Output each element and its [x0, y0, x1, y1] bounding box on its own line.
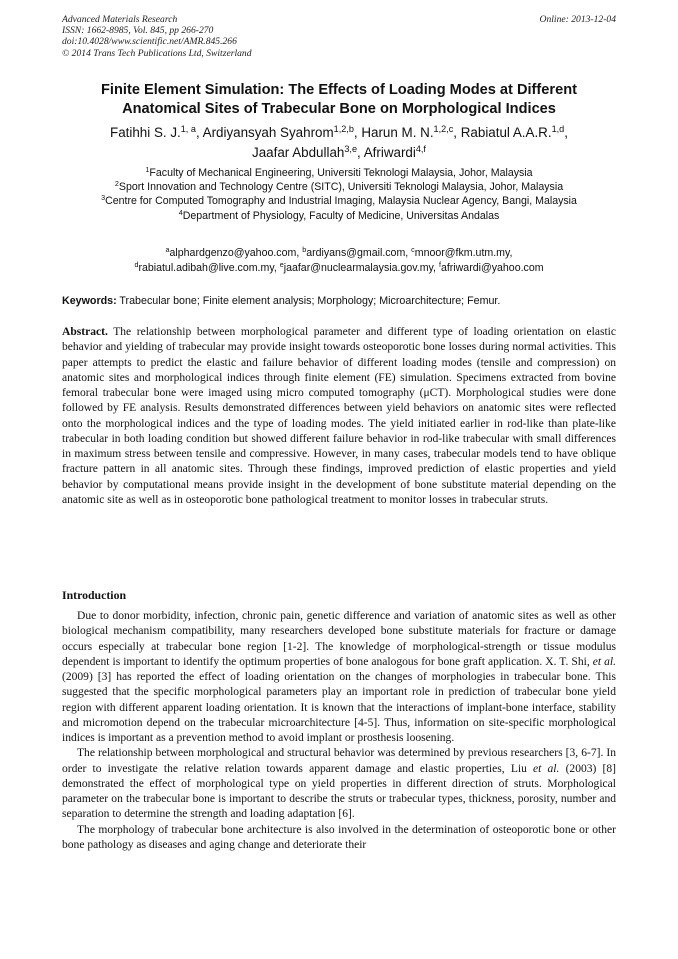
- doi-line: doi:10.4028/www.scientific.net/AMR.845.266: [62, 36, 237, 48]
- email-address: afriwardi@yahoo.com: [440, 262, 544, 275]
- affiliation-number: 1: [145, 165, 150, 175]
- email-address: jaafar@nuclearmalaysia.gov.my: [283, 262, 434, 275]
- italic-et-al: et al.: [533, 762, 560, 775]
- title-line: Anatomical Sites of Trabecular Bone on Morphological Indices: [122, 100, 556, 117]
- italic-et-al: et al.: [592, 655, 616, 668]
- email-marker: e: [279, 260, 284, 270]
- author-separator: ,: [195, 125, 203, 140]
- journal-header: [62, 14, 616, 59]
- email-separator: ,: [405, 247, 412, 259]
- email-marker: f: [438, 260, 441, 270]
- email-list: [62, 246, 616, 276]
- affiliation-number: 4: [178, 207, 183, 217]
- email-separator: ,: [509, 247, 513, 259]
- email-marker: a: [165, 245, 170, 255]
- affiliation: [62, 180, 616, 194]
- copyright-line: © 2014 Trans Tech Publications Ltd, Switzerland: [62, 47, 252, 59]
- author-name: Rabiatul A.A.R.: [460, 125, 552, 140]
- email-marker: c: [411, 245, 415, 255]
- author-separator: ,: [353, 125, 362, 140]
- email-address: rabiatul.adibah@live.com.my: [138, 262, 274, 275]
- journal-name: Advanced Materials Research: [62, 14, 178, 25]
- introduction-body: [62, 609, 616, 853]
- affiliation-number: 3: [101, 193, 106, 203]
- author-separator: ,: [357, 144, 364, 160]
- email-separator: ,: [273, 262, 280, 275]
- email-address: ardiyans@gmail.com: [306, 247, 406, 259]
- paragraph-text: The relationship between morphological and structural behavior was determined by previous researchers [3, 6-7]. In order to investigate the relative relation towards apparent damage and elastic properties, Liu: [62, 747, 616, 775]
- email-address: mnoor@fkm.utm.my: [414, 247, 510, 259]
- email-address: alphardgenzo@yahoo.com: [169, 247, 297, 259]
- paragraph-text: (2009) [3] has reported the effect of loading orientation on the changes of morphologies in trabecular bone. This suggested that the specific morphological parameters play an important role in prediction of trabecular bone yield region with different apparent loading orientation. It is known that the interactions of implant-bone interface, stability and micromotion depend on the trabecular microarchitecture [4-5]. Thus, information on site-specific morphological indices is important as a prevention method to avoid implant or prosthesis loosening.: [62, 671, 616, 744]
- paper-title: [62, 81, 616, 118]
- affiliation-text: Department of Physiology, Faculty of Medicine, Universitas Andalas: [182, 209, 500, 222]
- author-affil-marker: 1, a: [180, 124, 196, 134]
- author-affil-marker: 4,f: [415, 143, 426, 154]
- paragraph-text: Due to donor morbidity, infection, chronic pain, genetic difference and variation of anatomic sites as well as other biological mechanism compatibility, many researchers developed bone substitute materials for fracture or damage occurs especially at trabecular bone region [1-2]. The knowledge of morphological-strength or tissue modulus dependent is important to identify the optimum properties of bone analogous for bone graft application. X. T. Shi,: [62, 610, 616, 668]
- title-line: Finite Element Simulation: The Effects of Loading Modes at Different: [101, 82, 577, 98]
- author-affil-marker: 1,d: [551, 124, 565, 134]
- abstract-text: The relationship between morphological parameter and different type of loading orientation on elastic behavior and yielding of trabecular may provide insight towards osteoporotic bone losses during normal activities. This paper attempts to predict the elastic and failure behavior of different loading modes (tensile and compression) on anatomic sites and morphological indices through finite element (FE) simulation. Specimens extracted from bovine femoral trabecular bone were imaged using micro computed tomography (μCT). Morphological studies were done followed by FE analysis. Results demonstrated differences between yield behaviors on anatomic sites were reflected onto the morphological indices and the type of loading modes. The yield initiated earlier in rod-like than plate-like trabecular in both loading condition but showed different failure behavior in rod-like trabecular with small differences in maximum stress between tensile and compressive. However, in many cases, trabecular models tend to have oblique fracture pattern in all anatomic sites. Through these findings, improved prediction of elastic properties and yield behavior by computational means provide insight in the development of bone substitute material depending on the anatomic site as well as in osteoporotic bone pathological treatment to monitor losses in trabecular struts.: [62, 326, 616, 506]
- email-marker: b: [302, 245, 307, 255]
- online-date: Online: 2013-12-04: [539, 14, 616, 25]
- affiliation-number: 2: [114, 179, 119, 189]
- email-separator: ,: [296, 247, 303, 259]
- affiliation: [62, 166, 616, 180]
- author-affil-marker: 1,2,b: [333, 124, 354, 134]
- abstract-label: Abstract.: [62, 326, 108, 338]
- author-affil-marker: 3,e: [344, 143, 358, 154]
- keywords-text: Trabecular bone; Finite element analysis; Morphology; Microarchitecture; Femur.: [116, 295, 501, 307]
- author-name: Harun M. N.: [361, 125, 434, 140]
- paragraph: [62, 746, 616, 822]
- author-separator: ,: [453, 125, 461, 140]
- author-separator: ,: [564, 125, 568, 140]
- email-separator: ,: [433, 262, 439, 275]
- affiliation-text: Sport Innovation and Technology Centre (SITC), Universiti Teknologi Malaysia, Johor, Malaysia: [118, 181, 564, 194]
- introduction-heading: Introduction: [62, 588, 127, 602]
- author-list: [62, 123, 616, 162]
- affiliation: [62, 209, 616, 223]
- paragraph: [62, 609, 616, 746]
- affiliation-text: Faculty of Mechanical Engineering, Universiti Teknologi Malaysia, Johor, Malaysia: [149, 167, 533, 179]
- abstract: [62, 325, 616, 508]
- affiliation-text: Centre for Computed Tomography and Industrial Imaging, Malaysia Nuclear Agency, Bangi, Malaysia: [105, 195, 577, 208]
- author-name: Jaafar Abdullah: [252, 144, 345, 160]
- keywords-label: Keywords:: [62, 295, 117, 307]
- affiliation-list: [62, 166, 616, 223]
- author-name: Afriwardi: [363, 144, 416, 160]
- author-name: Ardiyansyah Syahrom: [202, 125, 334, 140]
- author-affil-marker: 1,2,c: [433, 124, 454, 134]
- paragraph: The morphology of trabecular bone architecture is also involved in the determination of osteoporotic bone or other bone pathology as diseases and aging change and deteriorate their: [62, 823, 616, 851]
- issn-line: ISSN: 1662-8985, Vol. 845, pp 266-270: [62, 25, 214, 37]
- author-name: Fatihhi S. J.: [110, 125, 181, 140]
- email-marker: d: [134, 260, 139, 270]
- paragraph-text: (2003) [8] demonstrated the effect of morphological type on yield properties in different direction of struts. Morphological parameter on the trabecular bone is important to describe the struts or trabecular types, thickness, porosity, number and separation to determine the strength and loading adaptation [6].: [62, 762, 616, 821]
- keywords: [62, 294, 616, 308]
- affiliation: [62, 194, 616, 208]
